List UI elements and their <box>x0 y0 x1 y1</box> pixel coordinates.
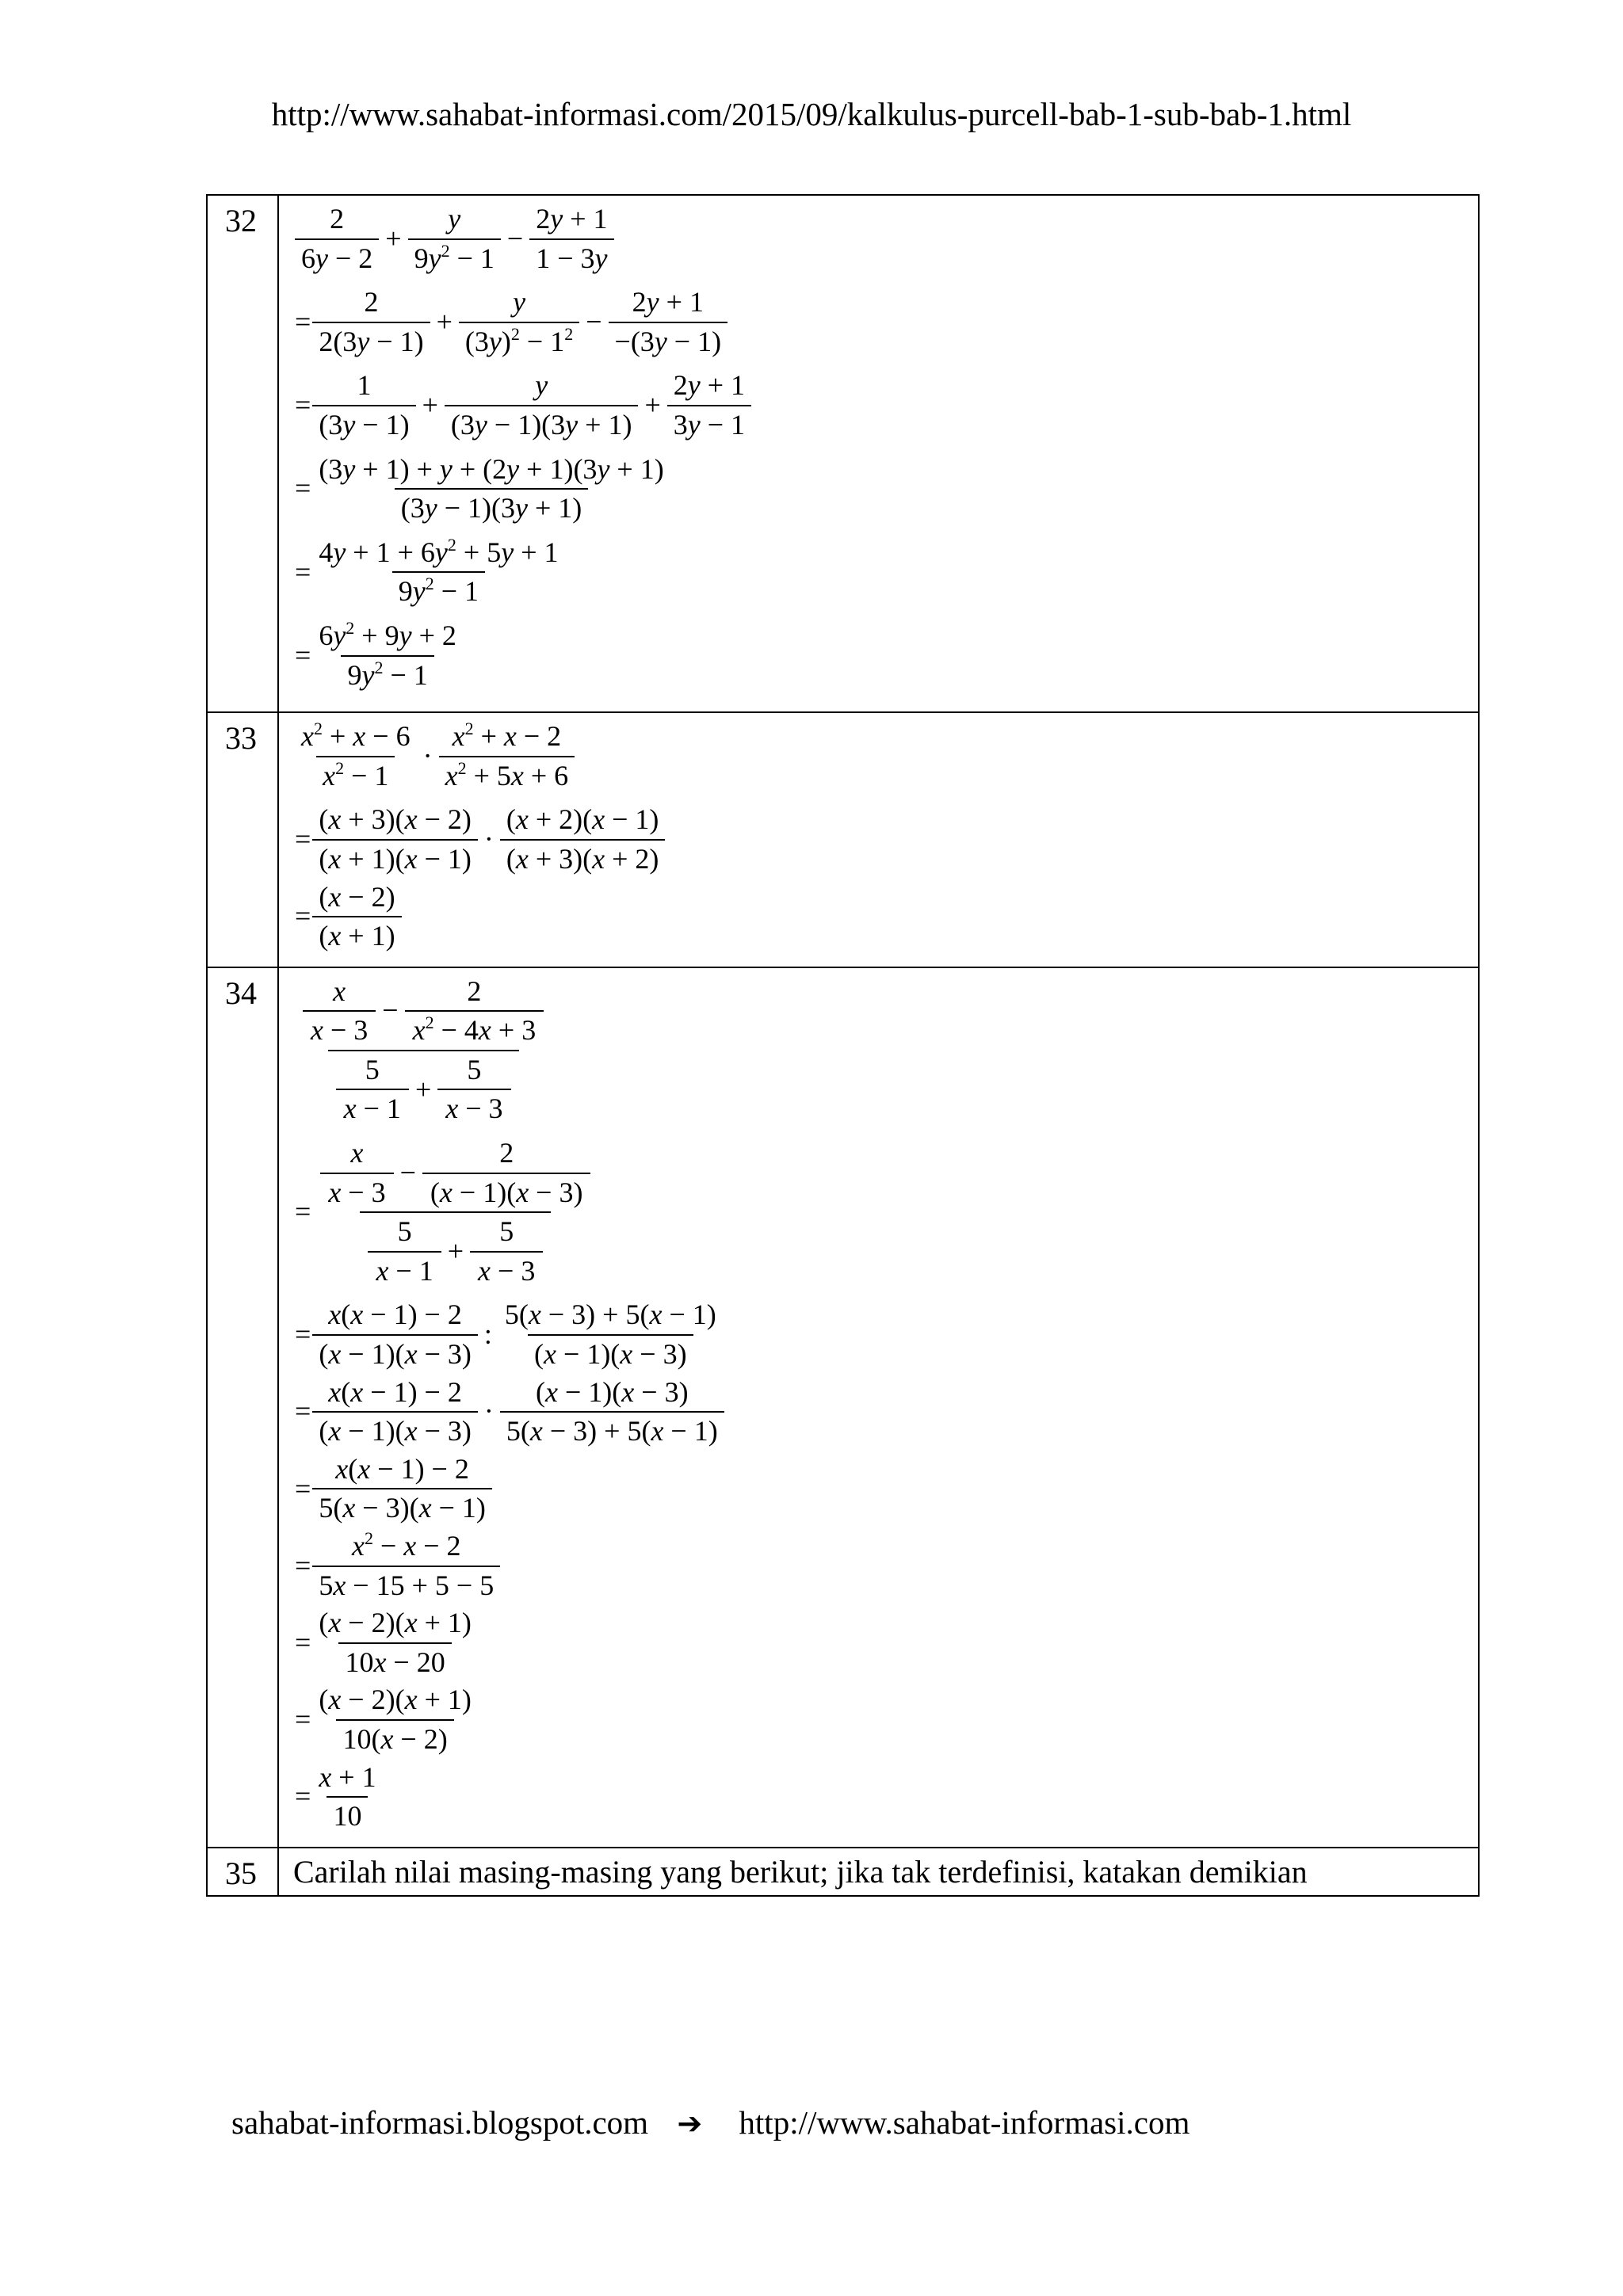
right-arrow-icon: ➔ <box>677 2106 703 2141</box>
table-row <box>207 712 1479 967</box>
solution-work <box>278 967 1479 1848</box>
equation-line: $\frac{x}{x - 3}$ − $\frac{2}{x^2 - 4x + 3}$ $\frac{5}{x - 1}$ + $\frac{5}{x - 3}$ <box>295 976 1478 1125</box>
equation-line: $\frac{x^2 + x - 6}{x^2 - 1}$ · $\frac{x^2 + x - 2}{x^2 + 5x + 6}$ <box>295 721 1478 791</box>
footer-right-link[interactable]: http://www.sahabat-informasi.com <box>739 2104 1190 2141</box>
solutions-table <box>206 194 1480 1897</box>
equation-line: = $\frac{(x - 2)(x + 1)}{10(x - 2)}$ <box>295 1684 472 1755</box>
equation-line: = $\frac{x(x - 1) - 2}{5(x - 3)(x - 1)}$ <box>295 1454 1478 1524</box>
problem-number: 32 <box>207 195 278 712</box>
equation-line: = $\frac{6y^2 + 9y + 2}{9y^2 - 1}$ <box>295 617 456 691</box>
equation-line: = $\frac{(x - 2)}{(x + 1)}$ <box>295 882 1478 952</box>
equation-line: $\frac{2}{6y - 2}$ + $\frac{y}{9y^2 - 1}$ − $\frac{2y + 1}{1 - 3y}$ <box>295 204 1478 274</box>
header-url: http://www.sahabat-informasi.com/2015/09/kalkulus-purcell-bab-1-sub-bab-1.html <box>271 96 1352 132</box>
problem-number: 33 <box>207 712 278 967</box>
equation-line: = $\frac{x + 1}{10}$ <box>295 1760 376 1833</box>
equation-line: = $\frac{x(x - 1) - 2}{(x - 1)(x - 3)}$ : $\frac{5(x - 3) + 5(x - 1)}{(x - 1)(x - 3)}$ <box>295 1299 716 1371</box>
equation-line: = $\frac{1}{(3y - 1)}$ + $\frac{y}{(3y - 1)(3y + 1)}$ + $\frac{2y + 1}{3y - 1}$ <box>295 370 1478 441</box>
problem-number: 34 <box>207 967 278 1848</box>
equation-line: = $\frac{x(x - 1) - 2}{(x - 1)(x - 3)}$ · $\frac{(x - 1)(x - 3)}{5(x - 3) + 5(x - 1)}$ <box>295 1377 1478 1447</box>
equation-line: = $\frac{(3y + 1) + y + (2y + 1)(3y + 1)}{(3y - 1)(3y + 1)}$ <box>295 452 664 524</box>
table-row <box>207 967 1479 1848</box>
problem-text: Carilah nilai masing-masing yang berikut; jika tak terdefinisi, katakan demikian <box>278 1848 1479 1896</box>
solution-work <box>278 195 1479 712</box>
problem-number: 35 <box>207 1848 278 1896</box>
equation-line: = $\frac{(x + 3)(x - 2)}{(x + 1)(x - 1)}$ · $\frac{(x + 2)(x - 1)}{(x + 3)(x + 2)}$ <box>295 804 1478 875</box>
equation-line: = $\frac{(x - 2)(x + 1)}{10x - 20}$ <box>295 1607 472 1678</box>
footer <box>231 2103 1190 2142</box>
equation-line: = $\frac{4y + 1 + 6y^2 + 5y + 1}{9y^2 - 1}$ <box>295 534 559 608</box>
table-row <box>207 1848 1479 1896</box>
footer-left-link[interactable]: sahabat-informasi.blogspot.com <box>231 2104 649 2141</box>
equation-line: = $\frac{x}{x - 3}$ − $\frac{2}{(x - 1)(x - 3)}$ $\frac{5}{x - 1}$ + $\frac{5}{x - 3}$ <box>295 1138 1478 1287</box>
equation-line: = $\frac{2}{2(3y - 1)}$ + $\frac{y}{(3y)^2 - 1^2}$ − $\frac{2y + 1}{-(3y - 1)}$ <box>295 287 1478 357</box>
equation-line: = $\frac{x^2 - x - 2}{5x - 15 + 5 - 5}$ <box>295 1531 1478 1601</box>
table-row <box>207 195 1479 712</box>
solution-work <box>278 712 1479 967</box>
